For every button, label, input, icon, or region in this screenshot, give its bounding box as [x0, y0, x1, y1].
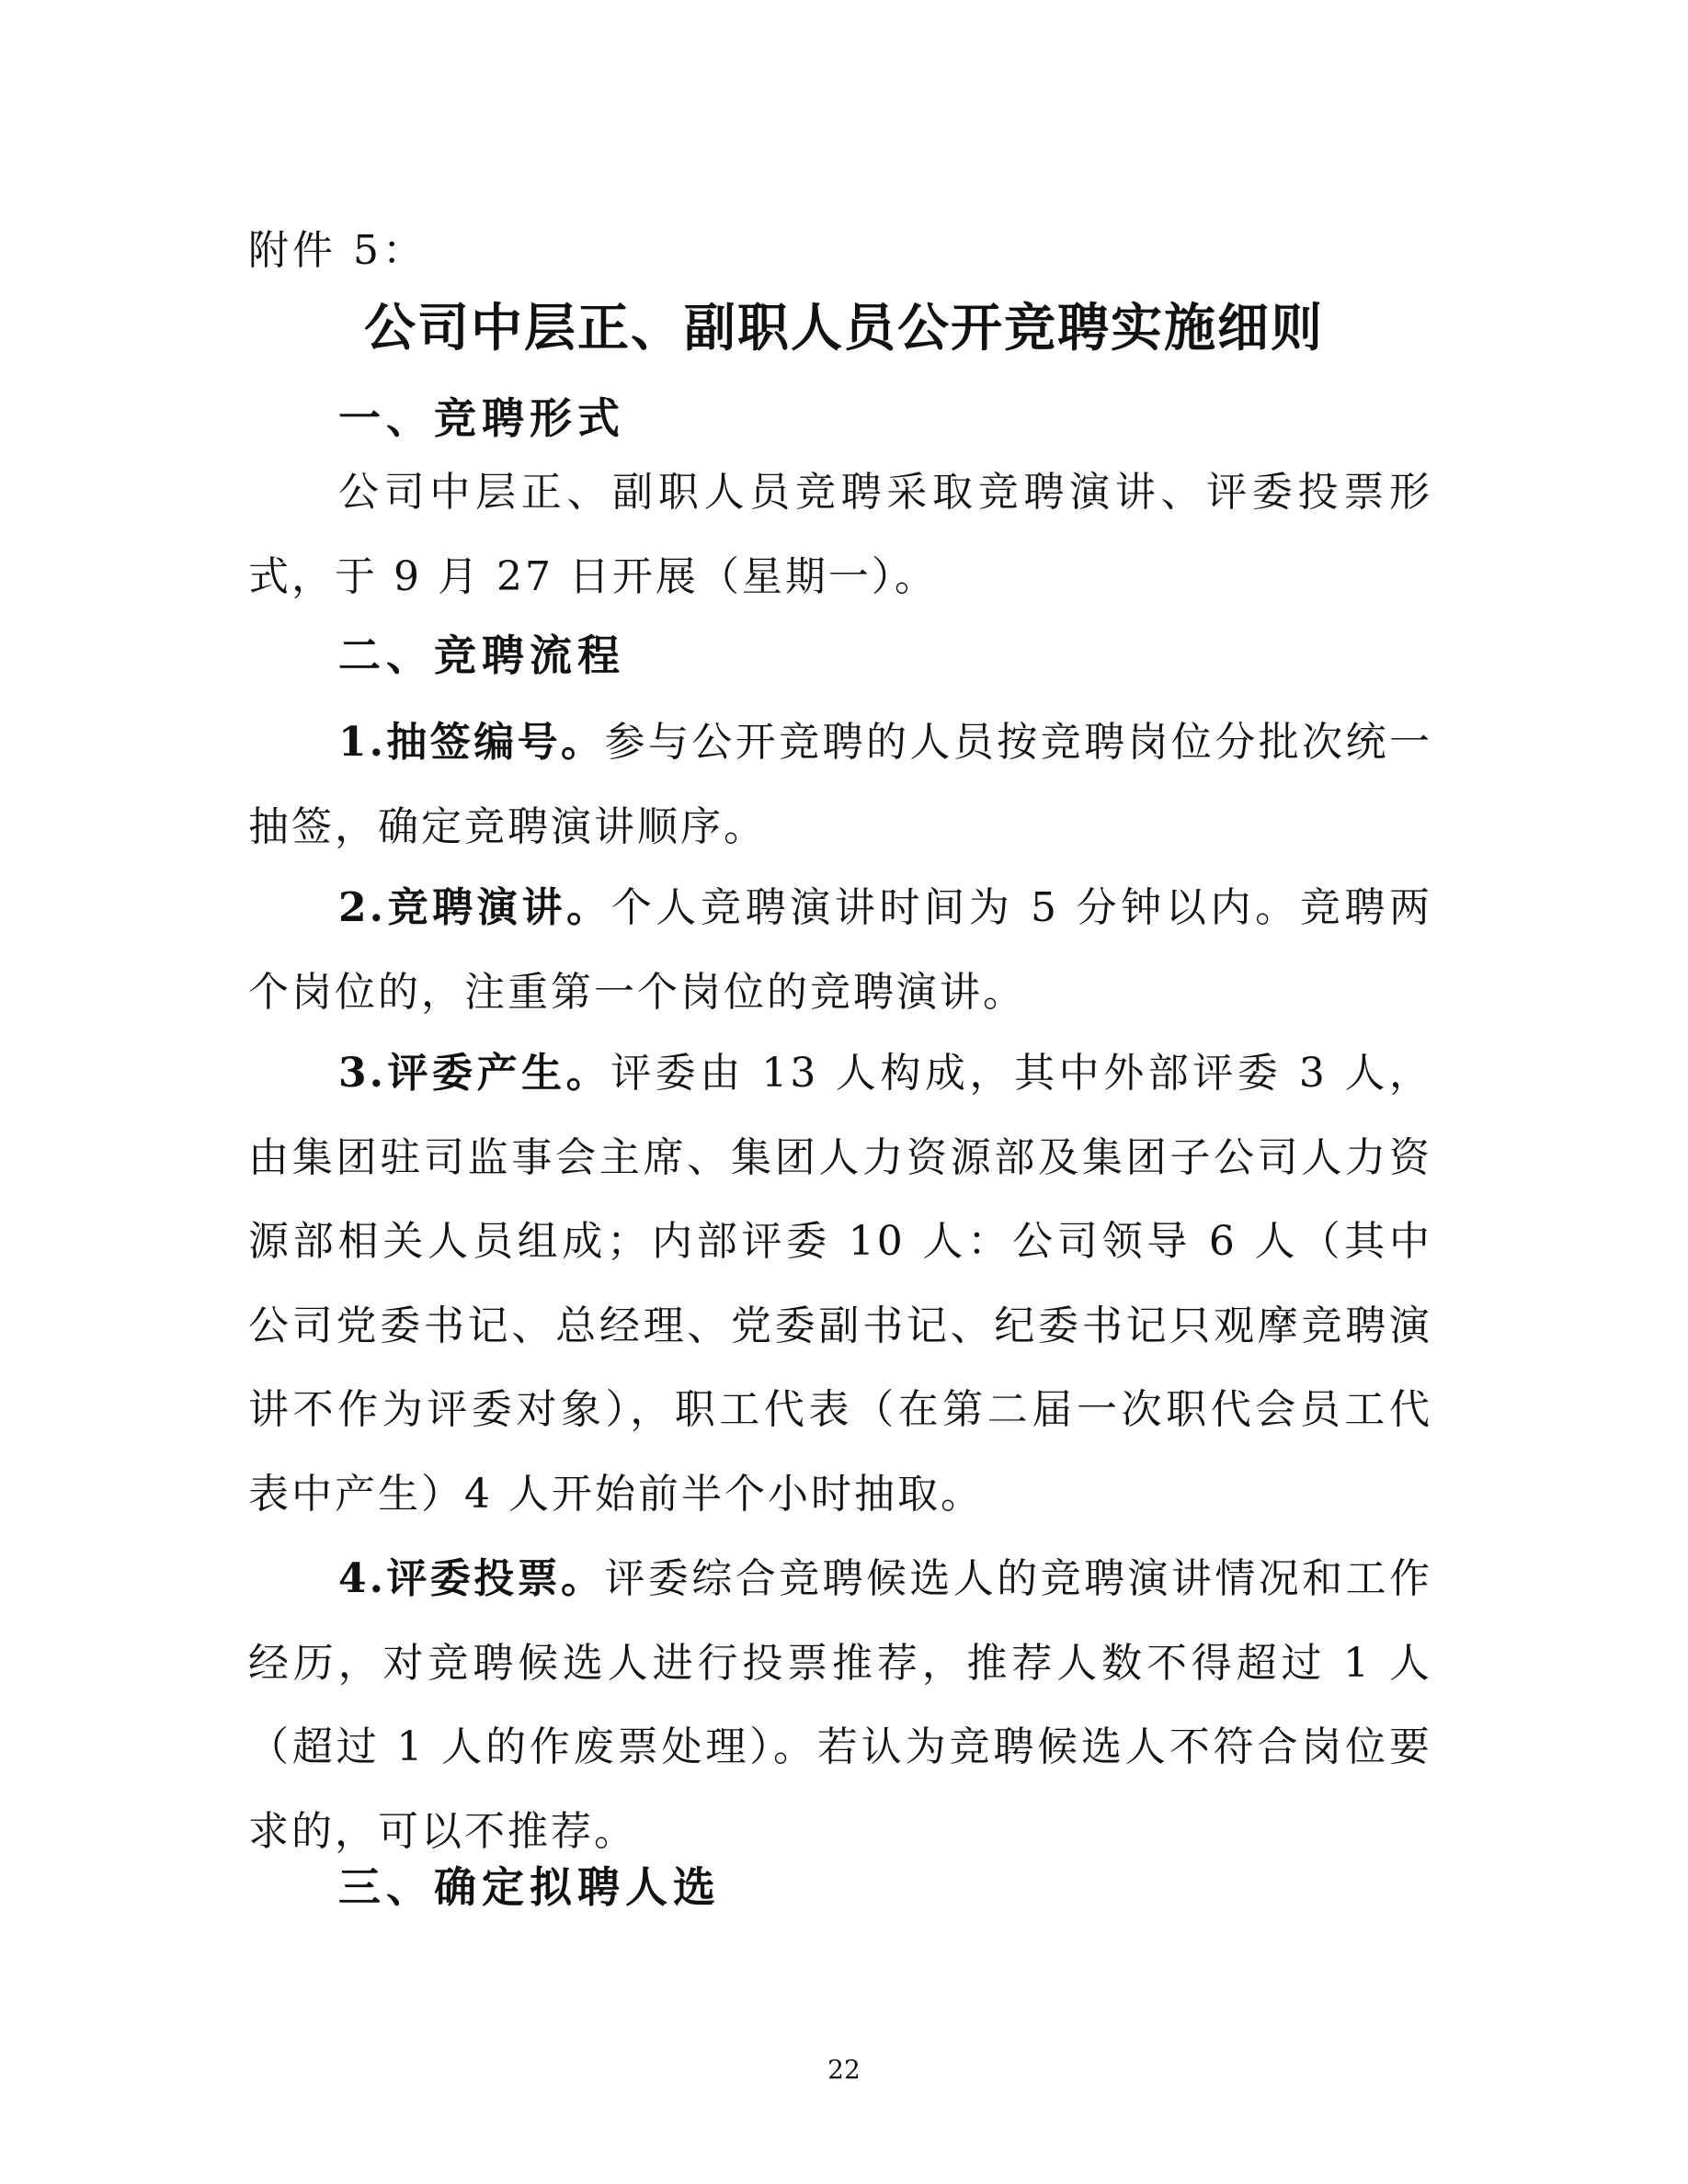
attachment-label: 附件 5：	[248, 227, 427, 274]
section-heading-selection: 三、确定拟聘人选	[338, 1862, 721, 1912]
process-item-4	[248, 1537, 1432, 1873]
document-title: 公司中层正、副职人员公开竞聘实施细则	[364, 299, 1324, 358]
process-item-2-text: 个人竞聘演讲时间为 5 分钟以内。竞聘两个岗位的，注重第一个岗位的竞聘演讲。	[248, 884, 1433, 1016]
process-item-3	[248, 1031, 1432, 1536]
page-number: 22	[827, 2054, 861, 2085]
process-item-2	[248, 866, 1432, 1034]
process-item-1-label: 1.抽签编号。	[338, 719, 605, 766]
section-heading-process: 二、竞聘流程	[338, 631, 625, 680]
process-item-4-text: 评委综合竞聘候选人的竞聘演讲情况和工作经历，对竞聘候选人进行投票推荐，推荐人数不得超过 1 人（超过 1 人的作废票处理）。若认为竞聘候选人不符合岗位要求的，可以不推荐。	[248, 1555, 1432, 1855]
process-item-4-label: 4.评委投票。	[338, 1555, 605, 1602]
process-item-2-label: 2.竞聘演讲。	[338, 884, 611, 931]
process-item-1-text: 参与公开竞聘的人员按竞聘岗位分批次统一抽签，确定竞聘演讲顺序。	[248, 719, 1432, 850]
section-paragraph-form: 公司中层正、副职人员竞聘采取竞聘演讲、评委投票形式，于 9 月 27 日开展（星期一）。	[248, 469, 1432, 600]
process-item-1	[248, 700, 1432, 869]
process-item-3-text: 评委由 13 人构成，其中外部评委 3 人，由集团驻司监事会主席、集团人力资源部及集团子公司人力资源部相关人员组成；内部评委 10 人：公司领导 6 人（其中公司党委书记、总经理、党委副书记、纪委书记只观摩竞聘演讲不作为评委对象），职工代表（在第二届一次职代会员工代表中产生）4 人开始前半个小时抽取。	[248, 1050, 1432, 1518]
process-item-3-label: 3.评委产生。	[338, 1050, 611, 1097]
section-heading-form: 一、竞聘形式	[338, 393, 625, 443]
